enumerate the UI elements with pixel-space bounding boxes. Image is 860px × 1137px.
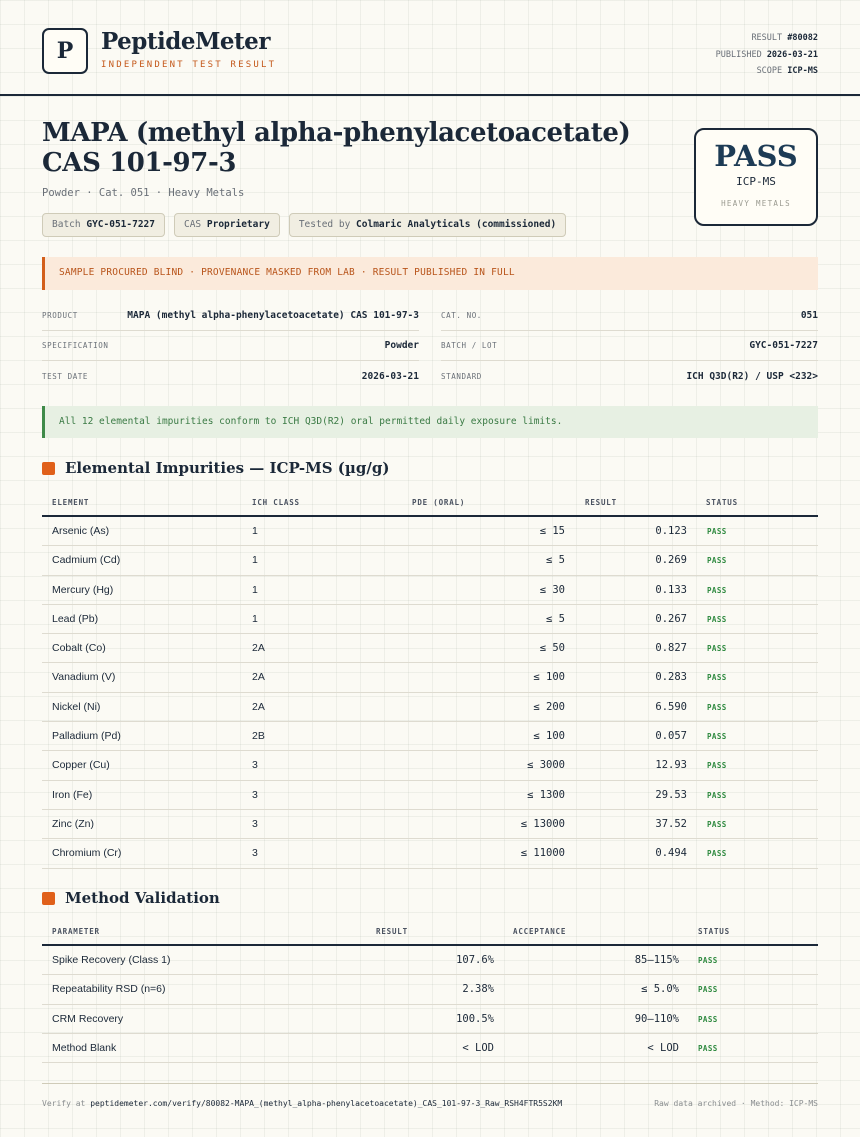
- impurities-table-header: ELEMENT ICH CLASS PDE (ORAL) RESULT STATUS: [42, 489, 818, 517]
- status-badge: PASS: [707, 527, 727, 536]
- status-badge: PASS: [707, 673, 727, 683]
- pde-cell: ≤ 50: [539, 642, 565, 655]
- brand-logo: P: [42, 28, 88, 74]
- impurities-table-body: [42, 517, 818, 869]
- element-cell: Palladium (Pd): [52, 730, 121, 743]
- verify-link[interactable]: peptidemeter.com/verify/80082-MAPA_(methyl_alpha-phenylacetoacetate)_CAS_101-97-3_Raw_RSH4FTR5S2KM: [90, 1099, 563, 1108]
- info-row-specification: SPECIFICATION Powder: [42, 331, 419, 361]
- pde-cell: ≤ 3000: [527, 759, 565, 772]
- product-title: MAPA (methyl alpha-phenylacetoacetate) CAS 101-97-3: [42, 118, 631, 178]
- info-row-product: PRODUCT MAPA (methyl alpha-phenylacetoacetate) CAS 101-97-3: [42, 301, 419, 331]
- status-badge: PASS: [707, 732, 727, 742]
- info-row-batch: BATCH / LOT GYC-051-7227: [441, 331, 818, 361]
- validation-table-header: PARAMETER RESULT ACCEPTANCE STATUS: [42, 918, 818, 946]
- parameter-cell: Repeatability RSD (n=6): [52, 983, 166, 996]
- info-grid-left: [42, 301, 419, 391]
- info-row-cat-no: CAT. NO. 051: [441, 301, 818, 331]
- status-badge: PASS: [707, 702, 727, 712]
- impurities-title: Elemental Impurities — ICP-MS (µg/g): [65, 459, 390, 477]
- element-cell: Cobalt (Co): [52, 642, 106, 655]
- result-number: #80082: [787, 33, 818, 43]
- result-cell: 0.123: [655, 525, 687, 537]
- verdict-scope: HEAVY METALS: [721, 199, 791, 208]
- info-row-standard: STANDARD ICH Q3D(R2) / USP <232>: [441, 370, 818, 382]
- table-row: [42, 975, 818, 1004]
- element-cell: Chromium (Cr): [52, 847, 122, 860]
- table-row: [42, 839, 818, 868]
- pde-cell: ≤ 5: [546, 612, 565, 625]
- table-row: [42, 517, 818, 546]
- table-row: [42, 781, 818, 810]
- result-cell: 0.267: [655, 612, 687, 625]
- brand-tagline: INDEPENDENT TEST RESULT: [101, 60, 277, 70]
- result-cell: 0.269: [655, 554, 687, 567]
- pde-cell: ≤ 15: [539, 525, 565, 537]
- ich-class-cell: 3: [252, 759, 258, 772]
- status-badge: PASS: [707, 790, 727, 800]
- result-cell: 0.494: [655, 847, 687, 860]
- impurities-table: [42, 489, 818, 869]
- table-row: [42, 693, 818, 722]
- result-cell: 107.6%: [456, 954, 494, 966]
- result-cell: 0.133: [655, 583, 687, 596]
- validation-section-header: [42, 889, 220, 907]
- status-badge: PASS: [698, 1014, 718, 1024]
- ich-class-cell: 3: [252, 788, 258, 801]
- tested-by-chip: Tested by Colmaric Analyticals (commissioned): [289, 213, 566, 237]
- table-row: [42, 605, 818, 634]
- element-cell: Mercury (Hg): [52, 583, 114, 596]
- result-cell: 2.38%: [462, 983, 494, 996]
- parameter-cell: CRM Recovery: [52, 1012, 124, 1025]
- pde-cell: ≤ 13000: [520, 817, 565, 830]
- status-badge: PASS: [707, 849, 727, 859]
- section-marker-icon: [42, 462, 55, 475]
- impurities-section-header: [42, 459, 389, 477]
- ich-class-cell: 2A: [252, 700, 265, 713]
- table-row: [42, 546, 818, 575]
- result-cell: 0.057: [655, 730, 687, 743]
- pde-cell: ≤ 30: [539, 583, 565, 596]
- pde-cell: ≤ 1300: [527, 788, 565, 801]
- status-badge: PASS: [707, 819, 727, 829]
- element-cell: Iron (Fe): [52, 788, 93, 801]
- element-cell: Vanadium (V): [52, 671, 116, 684]
- result-cell: 29.53: [655, 788, 687, 801]
- ich-class-cell: 2B: [252, 730, 265, 743]
- meta-result: RESULT #80082: [751, 33, 818, 43]
- result-cell: 0.283: [655, 671, 687, 684]
- pde-cell: ≤ 11000: [520, 847, 565, 860]
- ich-class-cell: 1: [252, 554, 258, 567]
- result-cell: 0.827: [655, 642, 687, 655]
- info-row-test-date: TEST DATE 2026-03-21: [42, 370, 419, 382]
- archive-note: Raw data archived · Method: ICP-MS: [654, 1099, 818, 1108]
- cas-chip: CAS Proprietary: [174, 213, 280, 237]
- pde-cell: ≤ 100: [533, 671, 565, 684]
- status-badge: PASS: [707, 761, 727, 771]
- verdict-text: PASS: [714, 139, 798, 173]
- ich-class-cell: 1: [252, 525, 258, 537]
- verdict-method: ICP-MS: [736, 175, 776, 188]
- ich-class-cell: 3: [252, 817, 258, 830]
- ich-class-cell: 3: [252, 847, 258, 860]
- table-row: [42, 722, 818, 751]
- table-row: [42, 663, 818, 692]
- verify-line: Verify at peptidemeter.com/verify/80082-MAPA_(methyl_alpha-phenylacetoacetate)_CAS_101-97-3_Raw_RSH4FTR5S2KM: [42, 1099, 563, 1108]
- element-cell: Nickel (Ni): [52, 700, 101, 713]
- scope-value: ICP-MS: [787, 66, 818, 76]
- ich-class-cell: 1: [252, 612, 258, 625]
- pde-cell: ≤ 200: [533, 700, 565, 713]
- acceptance-cell: 85–115%: [634, 954, 679, 966]
- verdict-badge: [694, 128, 818, 226]
- meta-published: PUBLISHED 2026-03-21: [715, 49, 818, 60]
- acceptance-cell: ≤ 5.0%: [641, 983, 679, 996]
- result-cell: 37.52: [655, 817, 687, 830]
- ich-class-cell: 1: [252, 583, 258, 596]
- ich-class-cell: 2A: [252, 642, 265, 655]
- conformance-notice: All 12 elemental impurities conform to ICH Q3D(R2) oral permitted daily exposure limits.: [42, 406, 818, 438]
- element-cell: Copper (Cu): [52, 759, 110, 772]
- procurement-notice: SAMPLE PROCURED BLIND · PROVENANCE MASKED FROM LAB · RESULT PUBLISHED IN FULL: [42, 257, 818, 290]
- status-badge: PASS: [707, 556, 727, 566]
- product-chips: [42, 213, 566, 237]
- acceptance-cell: 90–110%: [634, 1012, 679, 1025]
- table-row: [42, 810, 818, 839]
- table-row: [42, 1034, 818, 1063]
- element-cell: Arsenic (As): [52, 525, 110, 537]
- info-grid-right: [441, 301, 818, 391]
- parameter-cell: Method Blank: [52, 1041, 117, 1054]
- result-cell: 6.590: [655, 700, 687, 713]
- brand-name: PeptideMeter: [101, 28, 270, 55]
- table-row: [42, 634, 818, 663]
- table-row: [42, 576, 818, 605]
- status-badge: PASS: [698, 985, 718, 995]
- result-cell: 100.5%: [456, 1012, 494, 1025]
- status-badge: PASS: [698, 1043, 718, 1053]
- table-row: [42, 1005, 818, 1034]
- status-badge: PASS: [707, 585, 727, 595]
- status-badge: PASS: [698, 956, 718, 965]
- report-footer: [42, 1083, 818, 1108]
- pde-cell: ≤ 100: [533, 730, 565, 743]
- pde-cell: ≤ 5: [546, 554, 565, 567]
- published-date: 2026-03-21: [766, 49, 818, 60]
- status-badge: PASS: [707, 644, 727, 654]
- section-marker-icon: [42, 892, 55, 905]
- report-meta: [716, 30, 818, 80]
- status-badge: PASS: [707, 614, 727, 624]
- ich-class-cell: 2A: [252, 671, 265, 684]
- result-cell: < LOD: [462, 1041, 494, 1054]
- element-cell: Cadmium (Cd): [52, 554, 121, 567]
- table-row: [42, 946, 818, 975]
- validation-table: [42, 918, 818, 1063]
- element-cell: Zinc (Zn): [52, 817, 94, 830]
- table-row: [42, 751, 818, 780]
- validation-title: Method Validation: [65, 889, 220, 907]
- report-header: [0, 0, 860, 96]
- meta-scope: SCOPE ICP-MS: [756, 66, 818, 76]
- product-subtitle: Powder · Cat. 051 · Heavy Metals: [42, 187, 245, 199]
- parameter-cell: Spike Recovery (Class 1): [52, 954, 171, 966]
- validation-table-body: [42, 946, 818, 1063]
- result-cell: 12.93: [655, 759, 687, 772]
- element-cell: Lead (Pb): [52, 612, 99, 625]
- acceptance-cell: < LOD: [647, 1041, 679, 1054]
- batch-chip: Batch GYC-051-7227: [42, 213, 165, 237]
